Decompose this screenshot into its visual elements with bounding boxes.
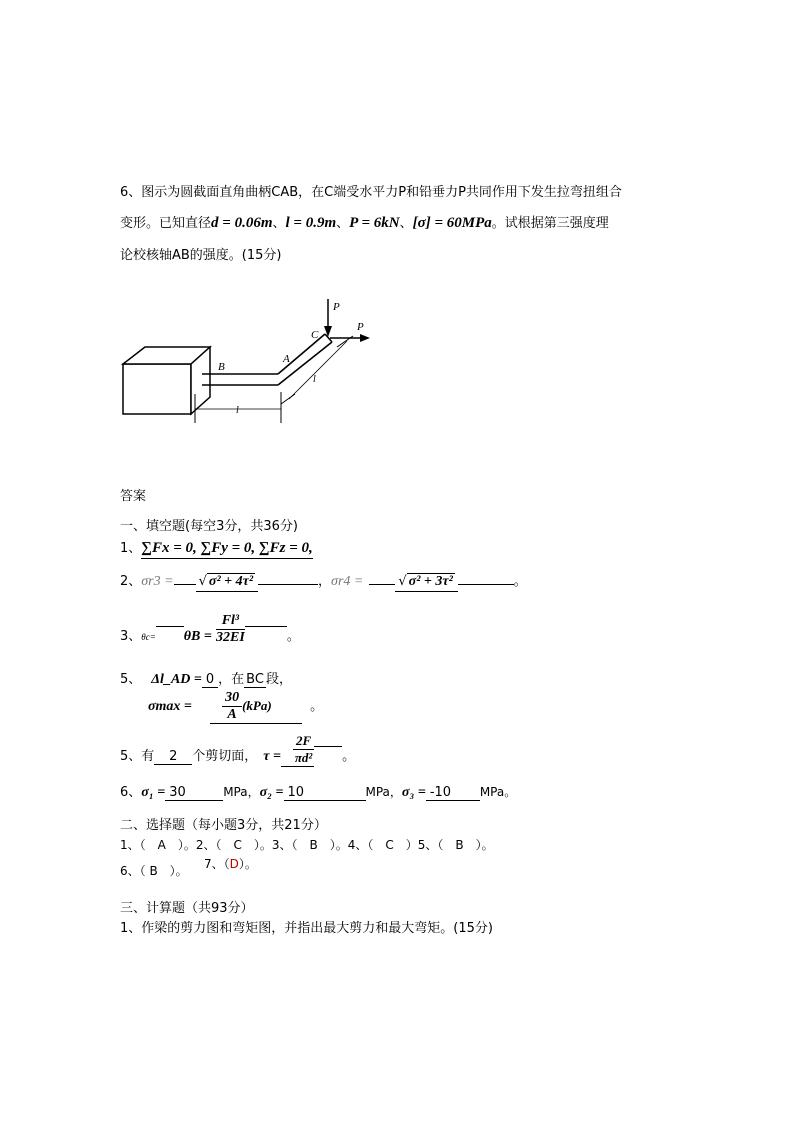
answer-q2 <box>120 570 527 590</box>
q6-value-1: 30 <box>165 785 223 801</box>
q6-sigma-2: σ₂ = <box>259 785 284 800</box>
given-prefix: 变形。已知直径 <box>120 216 212 231</box>
blank-line <box>245 625 287 627</box>
answers-heading: 答案 <box>120 489 147 504</box>
separator: 、 <box>399 216 413 231</box>
given-suffix: 。试根据第三强度理 <box>491 216 609 231</box>
answer-q6 <box>120 781 516 801</box>
q5b-fraction <box>222 690 242 723</box>
blank-line <box>174 583 196 585</box>
q6-sigma-3: σ₃ = <box>401 785 426 800</box>
blank-line <box>314 745 342 747</box>
mc-7-suffix: ）。 <box>238 857 257 871</box>
q3-number: 3、 <box>120 629 142 644</box>
q2-answer-2: √ σ² + 3τ² <box>395 574 457 592</box>
answer-q5c <box>120 733 355 767</box>
q2-end: 。 <box>513 574 527 589</box>
answer-q3 <box>120 613 300 646</box>
label-c: C <box>311 329 319 341</box>
problem-line-2 <box>120 212 609 232</box>
length-expr: l = 0.9m <box>285 215 337 231</box>
q6-value-3: -10 <box>426 785 480 801</box>
q6-unit-2: MPa， <box>365 785 402 799</box>
diameter-expr: d = 0.06m <box>211 215 273 231</box>
q2-sqrt-expr-1: σ² + 4τ² <box>208 574 254 589</box>
blank-line <box>458 583 514 585</box>
separator: 、 <box>272 216 286 231</box>
q5b-unit: (kPa) <box>242 698 272 713</box>
q6-unit-1: MPa， <box>223 785 260 799</box>
mc-answers-line-2: 6、（ B ）。 <box>120 864 188 878</box>
q2-answer-1: √ σ² + 4τ² <box>196 574 258 592</box>
q6-number: 6、 <box>120 785 142 800</box>
q5b-sigma-max: σmax = <box>148 699 192 714</box>
force-horizontal-arrowhead <box>360 334 370 342</box>
answer-q5b <box>148 690 323 724</box>
crank-figure <box>115 292 385 427</box>
section3-title: 三、计算题（共93分） <box>120 901 254 916</box>
answer-q1 <box>120 537 313 557</box>
separator: 、 <box>336 216 350 231</box>
q2-comma: ， <box>318 574 332 589</box>
q2-sqrt-expr-2: σ² + 3τ² <box>408 574 453 589</box>
q5c-fraction <box>293 733 314 766</box>
q2-sigma-r4: σr4 = <box>331 574 364 589</box>
problem-line-1: 6、图示为圆截面直角曲柄CAB，在C端受水平力P和铅垂力P共同作用下发生拉弯扭组合 <box>120 185 622 200</box>
label-p-vertical: P <box>333 301 340 313</box>
q5a-value: 0 <box>202 672 218 688</box>
q5a-end: 段， <box>265 672 292 687</box>
label-a: A <box>283 353 290 365</box>
q5b-denominator: A <box>227 707 237 722</box>
label-b: B <box>218 361 225 373</box>
blank-line <box>156 625 184 627</box>
q5a-number: 5、 <box>120 672 142 687</box>
q1-number: 1、 <box>120 541 142 556</box>
q3-fraction <box>216 613 245 646</box>
force-expr: P = 6kN <box>349 215 400 231</box>
q3-theta-b: θB = <box>183 629 212 644</box>
q5b-numerator: 30 <box>222 690 242 707</box>
q5a-mid: ，在 <box>218 672 245 687</box>
q5c-mid: 个剪切面， <box>192 749 258 764</box>
blank-line <box>369 583 395 585</box>
q5b-answer-blank <box>210 690 302 724</box>
q3-denominator: 32EI <box>216 630 245 645</box>
q3-theta-c: θc= <box>141 632 156 642</box>
q5c-end: 。 <box>342 749 356 764</box>
q5c-numerator: 2F <box>293 733 314 750</box>
section2-title: 二、选择题（每小题3分，共21分） <box>120 818 327 833</box>
q5c-answer-blank <box>281 733 314 767</box>
q1-equilibrium-expr: ∑Fx = 0, ∑Fy = 0, ∑Fz = 0, <box>141 540 312 559</box>
answer-q5a <box>120 668 292 688</box>
problem-line-3: 论校核轴AB的强度。(15分) <box>120 248 282 263</box>
label-l-horizontal: l <box>236 405 239 416</box>
wall-block-front <box>123 364 191 414</box>
q5c-denominator: πd² <box>294 750 313 765</box>
mc-answers-line-1: 1、（ A ）。2、（ C ）。3、（ B ）。4、（ C ）5、（ B ）。 <box>120 838 494 852</box>
calc-question-1: 1、作梁的剪力图和弯矩图，并指出最大剪力和最大弯矩。(15分) <box>120 921 493 936</box>
q5c-value: 2 <box>154 749 192 765</box>
allowable-stress-expr: [σ] = 60MPa <box>412 215 492 231</box>
q6-sigma-1: σ₁ = <box>141 785 166 800</box>
q5b-end: 。 <box>310 699 324 714</box>
q5c-prefix: 5、有 <box>120 749 155 764</box>
label-l-diagonal: l <box>313 374 316 385</box>
q3-end: 。 <box>286 629 300 644</box>
mc-7-prefix: 7、（ <box>204 857 230 871</box>
blank-line <box>258 583 318 585</box>
q6-unit-3: MPa。 <box>479 785 517 799</box>
q5a-segment: BC <box>246 672 264 687</box>
q5a-delta-l: Δl_AD = <box>151 672 202 687</box>
section1-title: 一、填空题(每空3分，共36分) <box>120 519 298 534</box>
mc-7-value: D <box>229 857 239 871</box>
q2-sigma-r3: σr3 = <box>141 574 174 589</box>
q6-value-2: 10 <box>284 785 366 801</box>
label-p-horizontal: P <box>357 321 364 333</box>
q3-numerator: Fl³ <box>216 613 245 630</box>
mc-answer-7 <box>204 855 257 872</box>
q2-number: 2、 <box>120 574 142 589</box>
q5c-tau: τ = <box>263 749 281 764</box>
